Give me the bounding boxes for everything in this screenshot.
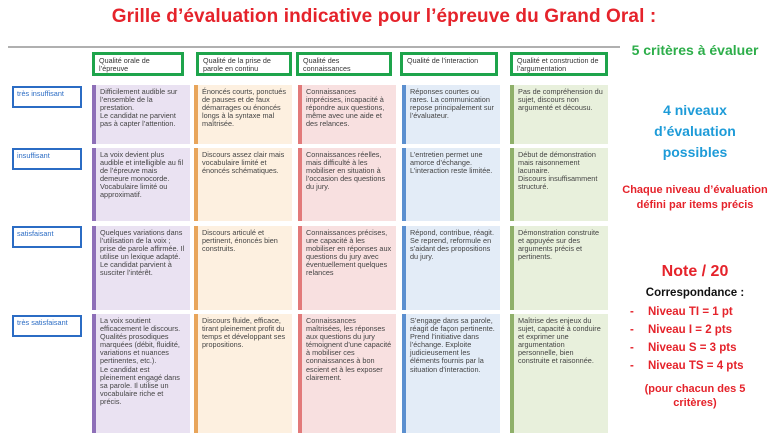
criterion-header-prise-de-parole: Qualité de la prise de parole en continu bbox=[196, 52, 292, 76]
criterion-header-oral: Qualité orale de l’épreuve bbox=[92, 52, 184, 76]
mapping-item: - Niveau I = 2 pts bbox=[630, 324, 733, 336]
cell-s-interaction: Répond, contribue, réagit. Se reprend, reformule en s’aidant des propositions du jury. bbox=[402, 226, 500, 310]
cell-ts-interaction: S’engage dans sa parole, réagit de façon pertinente. Prend l’initiative dans l’échange. Exploite judicieusement les éléments fournis par la situation d’interaction. bbox=[402, 314, 500, 433]
criterion-header-argumentation: Qualité et construction de l’argumentation bbox=[510, 52, 608, 76]
criteria-count-note: 5 critères à évaluer bbox=[631, 42, 759, 58]
level-label-satisfaisant: satisfaisant bbox=[12, 226, 82, 248]
level-label-tres-satisfaisant: très satisfaisant bbox=[12, 315, 82, 337]
mapping-footnote: (pour chacun des 5 critères) bbox=[644, 383, 746, 409]
cell-s-prise-de-parole: Discours articulé et pertinent, énoncés bien construits. bbox=[194, 226, 292, 310]
mapping-item: - Niveau S = 3 pts bbox=[630, 342, 737, 354]
cell-i-connaissances: Connaissances réelles, mais difficulté à les mobiliser en situation à l’occasion des questions du jury. bbox=[298, 148, 396, 221]
mapping-item: - Niveau TS = 4 pts bbox=[630, 360, 744, 372]
cell-i-prise-de-parole: Discours assez clair mais vocabulaire limité et énoncés schématiques. bbox=[194, 148, 292, 221]
cell-s-oral: Quelques variations dans l’utilisation de la voix ; prise de parole affirmée. Il utilise un lexique adapté. Le candidat parvient à susciter l’intérêt. bbox=[92, 226, 190, 310]
levels-definition-note: Chaque niveau d’évaluation défini par items précis bbox=[622, 184, 768, 211]
level-label-tres-insuffisant: très insuffisant bbox=[12, 86, 82, 108]
mapping-item: - Niveau TI = 1 pt bbox=[630, 306, 733, 318]
cell-i-oral: La voix devient plus audible et intelligible au fil de l’épreuve mais demeure monocorde. Vocabulaire limité ou approximatif. bbox=[92, 148, 190, 221]
cell-s-connaissances: Connaissances précises, une capacité à les mobiliser en réponses aux questions du jury avec éventuellement quelques relances bbox=[298, 226, 396, 310]
cell-ts-oral: La voix soutient efficacement le discours. Qualités prosodiques marquées (débit, fluidité, variations et nuances pertinentes, etc.). Le candidat est pleinement engagé dans sa parole. Il utilise un vocabulaire riche et précis. bbox=[92, 314, 190, 433]
correspondance-heading: Correspondance : bbox=[645, 287, 745, 299]
cell-ti-oral: Difficilement audible sur l’ensemble de la prestation. Le candidat ne parvient pas à capter l’attention. bbox=[92, 85, 190, 144]
cell-i-interaction: L’entretien permet une amorce d’échange. L’interaction reste limitée. bbox=[402, 148, 500, 221]
cell-ti-connaissances: Connaissances imprécises, incapacité à répondre aux questions, même avec une aide et des relances. bbox=[298, 85, 396, 144]
score-heading: Note / 20 bbox=[661, 263, 729, 280]
criterion-header-connaissances: Qualité des connaissances bbox=[296, 52, 392, 76]
cell-ts-prise-de-parole: Discours fluide, efficace, tirant pleinement profit du temps et développant ses propositions. bbox=[194, 314, 292, 433]
page-title: Grille d’évaluation indicative pour l’épreuve du Grand Oral : bbox=[111, 6, 657, 27]
cell-ts-connaissances: Connaissances maîtrisées, les réponses aux questions du jury témoignent d’une capacité à mobiliser ces connaissances à bon escient et à les exposer clairement. bbox=[298, 314, 396, 433]
level-label-insuffisant: insuffisant bbox=[12, 148, 82, 170]
cell-ts-argumentation: Maîtrise des enjeux du sujet, capacité à conduire et exprimer une argumentation personnelle, bien construite et raisonnée. bbox=[510, 314, 608, 433]
cell-ti-argumentation: Pas de compréhension du sujet, discours non argumenté et décousu. bbox=[510, 85, 608, 144]
cell-ti-prise-de-parole: Énoncés courts, ponctués de pauses et de faux démarrages ou énoncés longs à la syntaxe mal maîtrisée. bbox=[194, 85, 292, 144]
cell-s-argumentation: Démonstration construite et appuyée sur des arguments précis et pertinents. bbox=[510, 226, 608, 310]
levels-count-note: 4 niveaux d’évaluation possibles bbox=[654, 102, 736, 160]
cell-ti-interaction: Réponses courtes ou rares. La communication repose principalement sur l’évaluateur. bbox=[402, 85, 500, 144]
cell-i-argumentation: Début de démonstration mais raisonnement lacunaire. Discours insuffisamment structuré. bbox=[510, 148, 608, 221]
criterion-header-interaction: Qualité de l’interaction bbox=[400, 52, 498, 76]
